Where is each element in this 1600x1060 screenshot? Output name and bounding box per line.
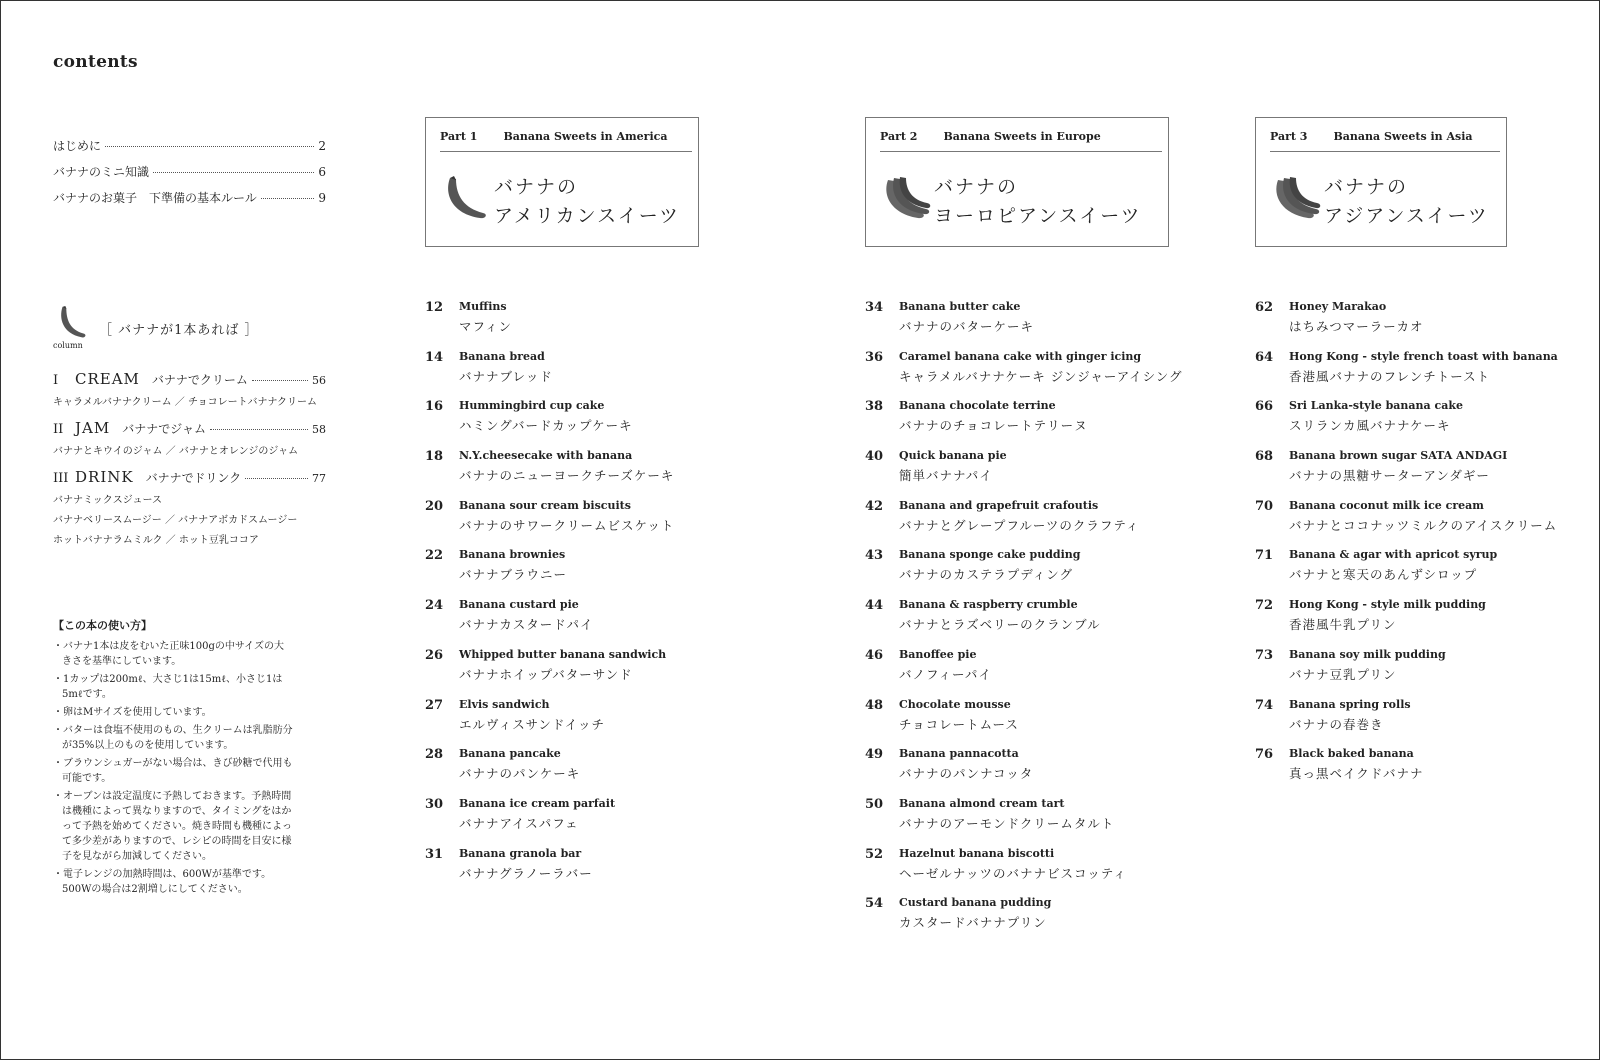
part-title-jp: バナナの アジアンスイーツ [1324,176,1489,227]
recipe-entry[interactable] [1255,298,1585,348]
section-title-jp: バナナでクリーム [151,373,248,387]
section-numeral: III [53,471,69,486]
recipe-title-jp: 香港風バナナのフレンチトースト [1289,368,1491,384]
column-title: ［ バナナが1本あれば ］ [99,323,259,338]
recipe-title-en: Banana chocolate terrine [899,399,1056,413]
part-title-jp: バナナの アメリカンスイーツ [494,176,680,227]
recipe-title-jp: カスタードバナナプリン [899,915,1047,931]
part-number: Part 2 [880,130,918,143]
recipe-page-number: 27 [425,697,444,713]
recipe-page-number: 54 [865,896,884,912]
recipe-title-jp: バナナブレッド [459,368,553,384]
part-3-recipe-list [1255,298,1585,795]
recipe-title-en: Hong Kong - style french toast with banana [1289,349,1558,363]
recipe-title-en: Elvis sandwich [459,697,550,711]
recipe-title-en: Banana & raspberry crumble [899,598,1078,612]
recipe-entry[interactable] [865,546,1225,596]
recipe-title-en: Banana bread [459,349,545,363]
recipe-title-en: Banana sour cream biscuits [459,498,631,512]
recipe-title-jp: バナナのチョコレートテリーヌ [899,418,1088,434]
part-title-jp: バナナの ヨーロピアンスイーツ [934,176,1142,227]
page-title: contents [53,52,138,72]
intro-item-page: 6 [318,165,326,179]
recipe-entry[interactable] [425,745,805,795]
recipe-entry[interactable] [1255,646,1585,696]
part-number: Part 1 [440,130,478,143]
recipe-entry[interactable] [425,646,805,696]
leader-dots [261,198,315,199]
single-banana-icon [440,174,492,222]
section-title-en: JAM [75,419,111,437]
recipe-title-jp: ヘーゼルナッツのバナナビスコッティ [899,865,1127,881]
section-page: 77 [312,472,326,485]
recipe-title-jp: バナナグラノーラバー [459,865,593,881]
recipe-title-en: Black baked banana [1289,747,1414,761]
recipe-title-jp: バナナアイスパフェ [459,815,579,831]
recipe-page-number: 36 [865,349,884,365]
recipe-entry[interactable] [865,696,1225,746]
recipe-title-jp: バナナ豆乳プリン [1289,666,1397,682]
section-page: 58 [312,423,326,436]
recipe-title-jp: バナナホイップバターサンド [459,666,633,682]
recipe-title-jp: ハミングバードカップケーキ [459,418,633,434]
section-page: 56 [312,374,326,387]
intro-item-title: はじめに [53,139,102,153]
section-recipes: バナナとキウイのジャム ／ バナナとオレンジのジャム [53,446,299,457]
recipe-entry[interactable] [1255,745,1585,795]
recipe-title-jp: バナナとココナッツミルクのアイスクリーム [1289,517,1558,533]
leader-dots [210,429,308,430]
part-3-header [1255,117,1507,247]
recipe-page-number: 31 [425,846,444,862]
recipe-page-number: 74 [1255,697,1274,713]
recipe-title-en: Banana & agar with apricot syrup [1289,548,1498,562]
recipe-title-en: Banana sponge cake pudding [899,548,1081,562]
usage-item: ・卵はMサイズを使用しています。 [53,707,212,718]
intro-list [53,137,326,215]
recipe-title-en: Banana spring rolls [1289,697,1411,711]
banana-bunch-icon [880,174,932,222]
recipe-page-number: 24 [425,598,444,614]
recipe-entry[interactable] [1255,497,1585,547]
recipe-title-jp: バナナのニューヨークチーズケーキ [459,468,675,484]
recipe-page-number: 68 [1255,449,1274,465]
recipe-entry[interactable] [1255,546,1585,596]
recipe-title-en: Hazelnut banana biscotti [899,846,1055,860]
recipe-title-jp: バナナのカステラプディング [899,567,1074,583]
recipe-title-en: Muffins [459,300,507,313]
recipe-title-en: Banana brown sugar SATA ANDAGI [1289,449,1508,463]
intro-item-page: 9 [318,191,326,205]
recipe-title-jp: 香港風牛乳プリン [1289,617,1397,633]
recipe-entry[interactable] [425,497,805,547]
recipe-page-number: 73 [1255,647,1274,663]
recipe-title-en: Banana and grapefruit crafoutis [899,498,1099,512]
recipe-title-jp: バナナのバターケーキ [899,319,1035,334]
recipe-page-number: 44 [865,598,884,614]
recipe-title-en: Honey Marakao [1289,300,1387,313]
intro-item-page: 2 [318,139,326,153]
recipe-title-jp: キャラメルバナナケーキ ジンジャーアイシング [899,368,1183,384]
recipe-entry[interactable] [425,795,805,845]
recipe-title-en: Sri Lanka-style banana cake [1289,399,1463,413]
recipe-entry[interactable] [865,795,1225,845]
section-recipes: バナナベリースムージー ／ バナナアボカドスムージー [53,515,298,526]
recipe-title-en: Banana coconut milk ice cream [1289,498,1484,512]
intro-item-title: バナナのお菓子 下準備の基本ルール [53,191,257,205]
intro-item[interactable] [53,189,326,215]
recipe-title-jp: バナナのパンナコッタ [899,766,1034,782]
usage-item: ・ブラウンシュガーがない場合は、きび砂糖で代用も可能です。 [53,758,293,784]
recipe-title-jp: バナナのサワークリームビスケット [459,517,675,533]
recipe-entry[interactable] [865,596,1225,646]
recipe-entry[interactable] [425,845,805,895]
section-title-jp: バナナでドリンク [145,471,242,485]
part-number: Part 3 [1270,130,1308,143]
recipe-entry[interactable] [865,397,1225,447]
recipe-page-number: 20 [425,498,444,514]
banana-bunch-icon [1270,174,1322,222]
usage-notes [53,618,293,900]
recipe-title-en: Quick banana pie [899,449,1007,463]
recipe-title-en: Whipped butter banana sandwich [459,647,667,661]
recipe-entry[interactable] [425,447,805,497]
part-title: Banana Sweets in Asia [1333,130,1473,143]
section-title-jp: バナナでジャム [122,422,206,436]
recipe-title-en: Banana pancake [459,747,561,761]
recipe-entry[interactable] [865,646,1225,696]
leader-dots [153,172,314,173]
recipe-title-en: Banana brownies [459,548,566,562]
leader-dots [252,380,308,381]
recipe-title-en: Hummingbird cup cake [459,399,605,413]
recipe-title-jp: バナナの春巻き [1289,716,1384,732]
recipe-entry[interactable] [1255,348,1585,398]
usage-item: ・1カップは200mℓ、大さじ1は15mℓ、小さじ1は5mℓです。 [53,674,283,700]
recipe-entry[interactable] [425,696,805,746]
usage-item: ・バナナ1本は皮をむいた正味100gの中サイズの大きさを基準にしています。 [53,641,285,667]
recipe-entry[interactable] [1255,596,1585,646]
usage-title: 【この本の使い方】 [53,619,152,632]
recipe-page-number: 40 [865,449,884,465]
recipe-title-jp: 真っ黒ベイクドバナナ [1289,766,1424,782]
recipe-page-number: 46 [865,647,884,663]
recipe-entry[interactable] [865,348,1225,398]
recipe-title-jp: チョコレートムース [899,716,1019,732]
recipe-entry[interactable] [1255,696,1585,746]
recipe-title-en: Banoffee pie [899,647,977,661]
recipe-entry[interactable] [1255,397,1585,447]
recipe-title-jp: バノフィーパイ [899,666,992,682]
recipe-page-number: 42 [865,498,884,514]
recipe-title-jp: バナナの黒糖サーターアンダギー [1289,468,1490,484]
section-recipes: キャラメルバナナクリーム ／ チョコレートバナナクリーム [53,397,318,408]
recipe-page-number: 28 [425,747,444,763]
recipe-page-number: 18 [425,449,444,465]
recipe-title-jp: バナナと寒天のあんずシロップ [1289,567,1478,583]
recipe-page-number: 22 [425,548,444,564]
section-numeral: II [53,422,64,437]
recipe-page-number: 76 [1255,747,1274,763]
recipe-entry[interactable] [865,845,1225,895]
recipe-title-jp: バナナカスタードパイ [459,617,594,633]
recipe-page-number: 72 [1255,598,1274,614]
part-title: Banana Sweets in America [503,130,668,143]
section-title-en: DRINK [75,468,134,486]
intro-item[interactable] [53,163,326,189]
recipe-title-en: Banana butter cake [899,300,1021,313]
leader-dots [245,478,308,479]
recipe-page-number: 30 [425,796,444,812]
part-1-recipe-list [425,298,805,894]
recipe-title-jp: エルヴィスサンドイッチ [459,716,606,732]
recipe-page-number: 34 [865,300,884,315]
recipe-page-number: 26 [425,647,444,663]
recipe-page-number: 48 [865,697,884,713]
recipe-page-number: 49 [865,747,884,763]
part-title: Banana Sweets in Europe [943,130,1101,143]
recipe-page-number: 16 [425,399,444,415]
recipe-title-jp: マフィン [459,319,513,334]
recipe-title-jp: はちみつマーラーカオ [1289,319,1424,334]
recipe-page-number: 66 [1255,399,1274,415]
recipe-page-number: 14 [425,349,444,365]
recipe-entry[interactable] [865,447,1225,497]
usage-item: ・オーブンは設定温度に予熱しておきます。予熱時間は機種によって異なりますので、タイミングをはかって予熱を始めてください。焼き時間も機種によって多少差がありますので、レシピの時間を目安に様子を見ながら加減してください。 [53,791,292,862]
recipe-page-number: 43 [865,548,884,564]
section-title-en: CREAM [75,370,140,388]
part-2-recipe-list [865,298,1225,944]
intro-item[interactable] [53,137,326,163]
recipe-title-en: Banana granola bar [459,846,582,860]
recipe-title-en: Caramel banana cake with ginger icing [899,349,1142,363]
column-section-drink[interactable] [53,468,326,546]
column-section-jam[interactable] [53,419,326,457]
recipe-title-jp: バナナとグレープフルーツのクラフティ [899,517,1140,533]
recipe-page-number: 70 [1255,498,1274,514]
intro-item-title: バナナのミニ知識 [53,165,150,179]
section-recipes: バナナミックスジュース [53,495,162,506]
recipe-title-jp: バナナのアーモンドクリームタルト [899,815,1115,831]
recipe-title-en: Custard banana pudding [899,896,1052,910]
recipe-page-number: 64 [1255,349,1274,365]
recipe-entry[interactable] [865,298,1225,348]
recipe-entry[interactable] [865,497,1225,547]
recipe-entry[interactable] [425,348,805,398]
usage-item: ・電子レンジの加熱時間は、600Wが基準です。500Wの場合は2割増しにしてください。 [53,869,272,895]
recipe-page-number: 38 [865,399,884,415]
leader-dots [105,146,314,147]
section-recipes: ホットバナナラムミルク ／ ホット豆乳ココア [53,535,259,546]
recipe-entry[interactable] [425,397,805,447]
recipe-entry[interactable] [865,745,1225,795]
section-numeral: I [53,373,59,388]
recipe-title-en: Chocolate mousse [899,697,1011,711]
recipe-page-number: 52 [865,846,884,862]
usage-item: ・バターは食塩不使用のもの、生クリームは乳脂肪分が35%以上のものを使用しています。 [53,725,293,751]
recipe-title-en: N.Y.cheesecake with banana [459,449,633,463]
recipe-entry[interactable] [425,596,805,646]
recipe-page-number: 71 [1255,548,1274,564]
recipe-title-jp: バナナのパンケーキ [459,766,581,782]
part-1-header [425,117,699,247]
recipe-page-number: 62 [1255,300,1274,315]
recipe-page-number: 50 [865,796,884,812]
recipe-entry[interactable] [425,546,805,596]
recipe-page-number: 12 [425,300,444,315]
column-section-cream[interactable] [53,370,326,408]
recipe-title-en: Hong Kong - style milk pudding [1289,598,1486,612]
recipe-title-en: Banana ice cream parfait [459,796,616,810]
recipe-title-jp: バナナとラズベリーのクランブル [899,617,1101,633]
recipe-title-en: Banana soy milk pudding [1289,647,1446,661]
recipe-entry[interactable] [1255,447,1585,497]
column-label: column [53,341,83,350]
recipe-title-jp: 簡単バナナパイ [899,468,993,484]
recipe-title-en: Banana almond cream tart [899,796,1065,810]
part-2-header [865,117,1169,247]
banana-icon [53,305,91,343]
recipe-entry[interactable] [425,298,805,348]
recipe-title-jp: スリランカ風バナナケーキ [1289,418,1451,434]
recipe-title-en: Banana pannacotta [899,747,1019,761]
recipe-title-jp: バナナブラウニー [459,567,568,583]
recipe-entry[interactable] [865,894,1225,944]
recipe-title-en: Banana custard pie [459,598,579,612]
